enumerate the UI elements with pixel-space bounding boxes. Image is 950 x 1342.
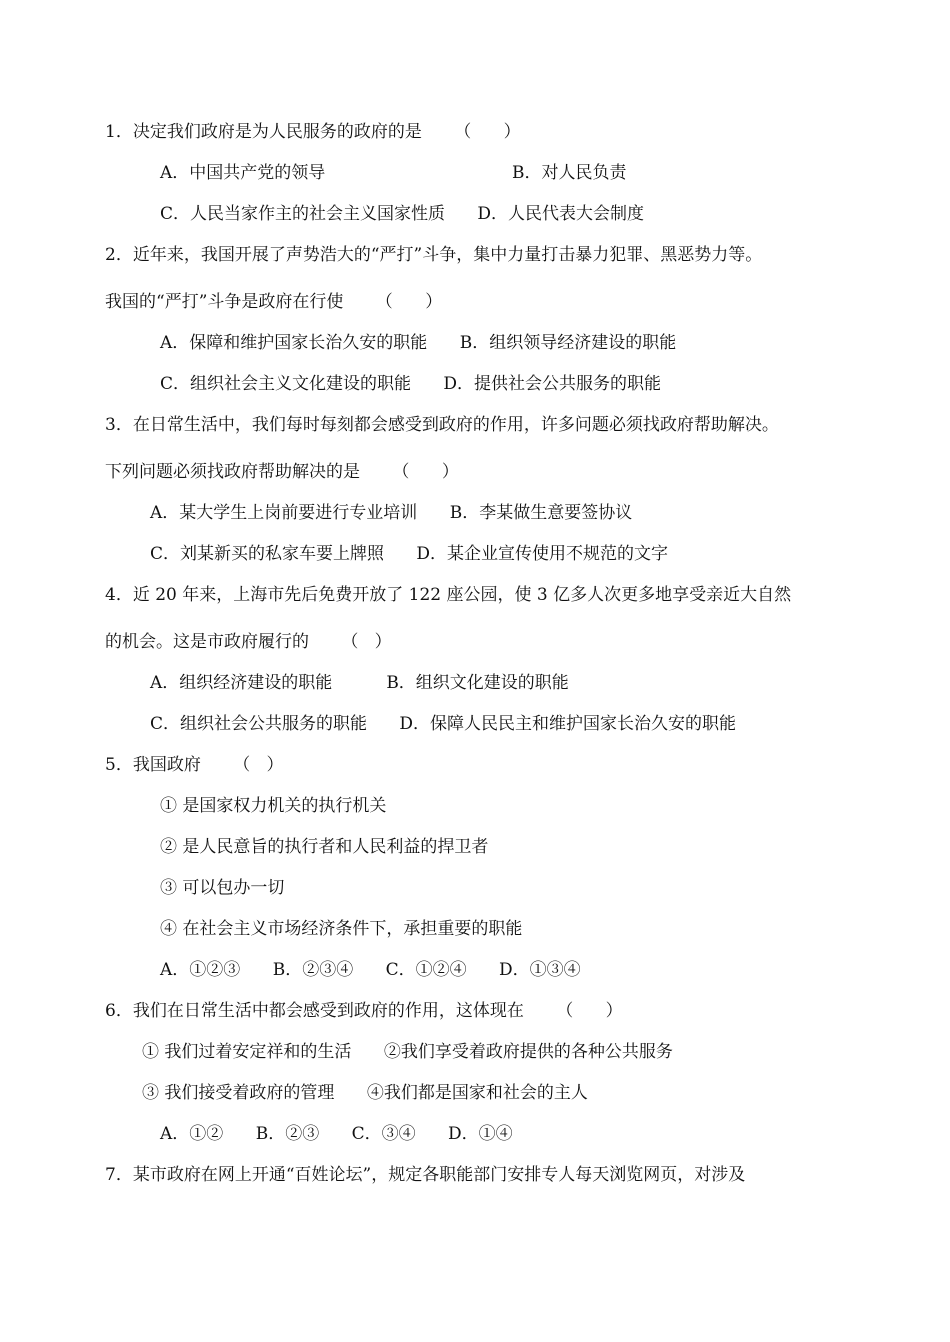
question-5-statement-2: ② 是人民意旨的执行者和人民利益的捍卫者: [160, 837, 489, 857]
question-4-options-cd: C．组织社会公共服务的职能 D．保障人民民主和维护国家长治久安的职能: [150, 714, 737, 734]
question-2-stem-continued: 我国的“严打”斗争是政府在行使 （ ）: [105, 292, 443, 312]
question-5-options: A．①②③ B．②③④ C．①②④ D．①③④: [160, 960, 581, 980]
question-5-statement-1: ① 是国家权力机关的执行机关: [160, 796, 387, 816]
question-3-options-ab: A．某大学生上岗前要进行专业培训 B．李某做生意要签协议: [150, 503, 633, 523]
question-1-option-a: A．中国共产党的领导: [160, 163, 326, 183]
question-5-statement-3: ③ 可以包办一切: [160, 878, 285, 898]
question-3-stem-continued: 下列问题必须找政府帮助解决的是 （ ）: [105, 462, 459, 482]
question-1-stem: 1．决定我们政府是为人民服务的政府的是 （ ）: [105, 122, 521, 142]
question-7-stem: 7．某市政府在网上开通“百姓论坛”，规定各职能部门安排专人每天浏览网页，对涉及: [105, 1165, 746, 1185]
question-2-stem: 2．近年来，我国开展了声势浩大的“严打”斗争，集中力量打击暴力犯罪、黑恶势力等。: [105, 245, 763, 265]
question-2-options-ab: A．保障和维护国家长治久安的职能 B．组织领导经济建设的职能: [160, 333, 677, 353]
question-4-options-ab: A．组织经济建设的职能 B．组织文化建设的职能: [150, 673, 569, 693]
question-3-stem: 3．在日常生活中，我们每时每刻都会感受到政府的作用，许多问题必须找政府帮助解决。: [105, 415, 779, 435]
question-6-statements-34: ③ 我们接受着政府的管理 ④我们都是国家和社会的主人: [142, 1083, 588, 1103]
question-4-stem: 4．近 20 年来，上海市先后免费开放了 122 座公园，使 3 亿多人次更多地享受亲近大自然: [105, 585, 792, 605]
question-5-stem: 5．我国政府 （ ）: [105, 755, 284, 775]
question-5-statement-4: ④ 在社会主义市场经济条件下，承担重要的职能: [160, 919, 523, 939]
question-6-stem: 6．我们在日常生活中都会感受到政府的作用，这体现在 （ ）: [105, 1001, 623, 1021]
question-4-stem-continued: 的机会。这是市政府履行的 （ ）: [105, 632, 392, 652]
question-6-statements-12: ① 我们过着安定祥和的生活 ②我们享受着政府提供的各种公共服务: [142, 1042, 673, 1062]
question-1-options-cd: C．人民当家作主的社会主义国家性质 D．人民代表大会制度: [160, 204, 645, 224]
question-6-options: A．①② B．②③ C．③④ D．①④: [160, 1124, 513, 1144]
question-2-options-cd: C．组织社会主义文化建设的职能 D．提供社会公共服务的职能: [160, 374, 662, 394]
question-3-options-cd: C．刘某新买的私家车要上牌照 D．某企业宣传使用不规范的文字: [150, 544, 669, 564]
question-1-option-b: B．对人民负责: [512, 163, 627, 183]
